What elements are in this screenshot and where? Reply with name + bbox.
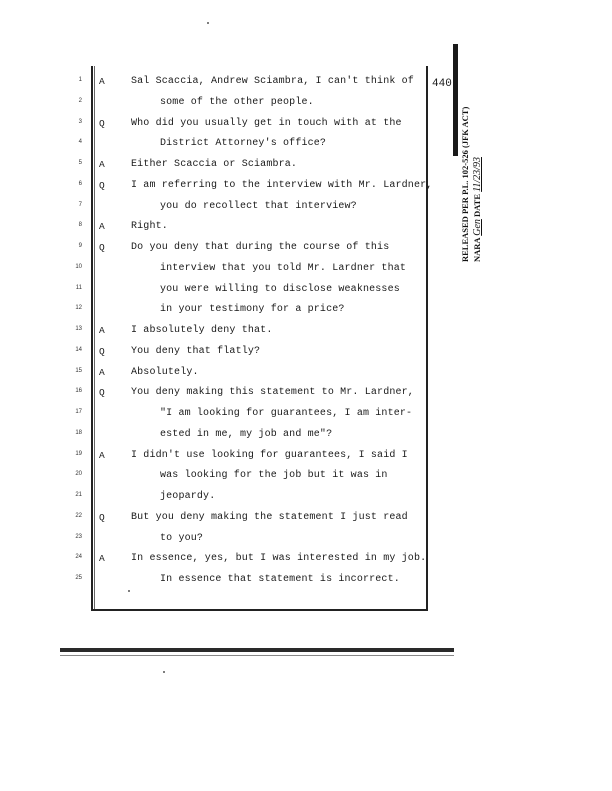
line-number: 8 [78,222,82,229]
line-number: 23 [75,533,82,540]
transcript-line [0,510,612,526]
speaker-label: Q [99,511,105,523]
line-text: I am referring to the interview with Mr. Lardner, [131,179,433,191]
line-text: In essence that statement is incorrect. [160,574,400,585]
transcript-line [0,323,612,339]
speaker-label: A [99,325,105,336]
transcript-line [0,365,612,381]
line-text: you were willing to disclose weaknesses [160,283,400,295]
nara-label: NARA [472,237,482,262]
line-text: Sal Scaccia, Andrew Sciambra, I can't think of [131,76,414,87]
transcript-line [0,240,612,256]
line-number: 5 [78,160,82,166]
transcript-line [0,385,612,401]
line-text: some of the other people. [160,96,314,108]
transcript-line [0,136,612,152]
release-stamp-line2 [471,107,484,262]
line-number: 9 [78,243,82,249]
line-number: 22 [75,512,82,519]
line-text: you do recollect that interview? [160,200,357,212]
speaker-label: Q [99,387,105,399]
line-text: I didn't use looking for guarantees, I said I [131,449,408,461]
transcript-line [0,219,612,235]
transcript-line [0,572,612,588]
line-number: 16 [75,388,82,395]
line-text: You deny making this statement to Mr. Lardner, [131,387,414,399]
line-number: 11 [75,284,82,291]
line-text: "I am looking for guarantees, I am inter- [160,408,413,419]
line-number: 17 [75,409,82,415]
speaker-label: Q [99,345,105,357]
line-text: Right. [131,221,168,233]
line-number: 3 [78,118,82,125]
speaker-label: A [99,76,105,87]
transcript-line [0,261,612,277]
line-text: to you? [160,532,204,544]
line-number: 2 [78,97,82,104]
speaker-label: A [99,221,105,233]
line-number: 4 [78,139,82,146]
frame-bottom-border [91,609,428,611]
line-text: Do you deny that during the course of this [131,242,390,253]
line-text: interview that you told Mr. Lardner that [160,262,407,274]
line-text: Who did you usually get in touch with at the [131,117,402,129]
line-text: ested in me, my job and me"? [160,428,333,440]
transcript-line [0,302,612,318]
line-number: 1 [78,77,82,83]
line-text: Either Scaccia or Sciambra. [131,159,298,170]
line-number: 7 [78,201,82,208]
bottom-rule-thin [60,655,454,656]
line-number: 6 [78,180,82,187]
transcript-line [0,551,612,567]
release-signature: Gen [472,219,483,236]
speaker-label: A [99,449,105,461]
line-text: Absolutely. [131,366,199,378]
line-number: 13 [75,326,82,332]
transcript-line [0,199,612,215]
transcript-line [0,282,612,298]
line-text: In essence, yes, but I was interested in my job. [131,553,427,565]
speaker-label: A [99,159,105,170]
line-number: 14 [75,346,82,353]
line-number: 19 [75,450,82,457]
release-date: 11/23/93 [472,157,483,192]
transcript-line [0,344,612,360]
line-number: 18 [75,429,82,436]
transcript-line [0,178,612,194]
transcript-line [0,157,612,173]
transcript-line [0,531,612,547]
transcript-line [0,448,612,464]
speaker-label: A [99,553,105,565]
line-text: jeopardy. [160,491,216,502]
speaker-label: Q [99,242,105,253]
page-number: 440 [432,78,452,90]
line-number: 25 [75,575,82,581]
speaker-label: Q [99,117,105,129]
date-label: DATE [472,193,482,217]
transcript-line [0,489,612,505]
transcript-line [0,74,612,90]
speaker-label: A [99,366,105,378]
line-text: was looking for the job but it was in [160,470,388,482]
line-number: 21 [75,492,82,498]
scan-speck [207,22,209,24]
line-text: But you deny making the statement I just read [131,511,408,523]
line-number: 12 [75,305,82,312]
transcript-line [0,116,612,132]
scan-speck [128,590,130,592]
speaker-label: Q [99,179,105,191]
transcript-line [0,468,612,484]
line-number: 15 [75,367,82,374]
line-number: 24 [75,554,82,561]
release-stamp [459,107,484,262]
transcript-line [0,427,612,443]
scan-speck [163,671,165,673]
release-stamp-line1: RELEASED PER P.L. 102-526 (JFK ACT) [460,106,470,262]
bottom-rule [60,648,454,652]
transcript-line [0,406,612,422]
transcript-line [0,95,612,111]
line-number: 20 [75,471,82,478]
line-text: You deny that flatly? [131,345,261,357]
line-text: in your testimony for a price? [160,304,345,316]
line-text: I absolutely deny that. [131,325,273,336]
line-number: 10 [75,263,82,270]
line-text: District Attorney's office? [160,138,327,150]
